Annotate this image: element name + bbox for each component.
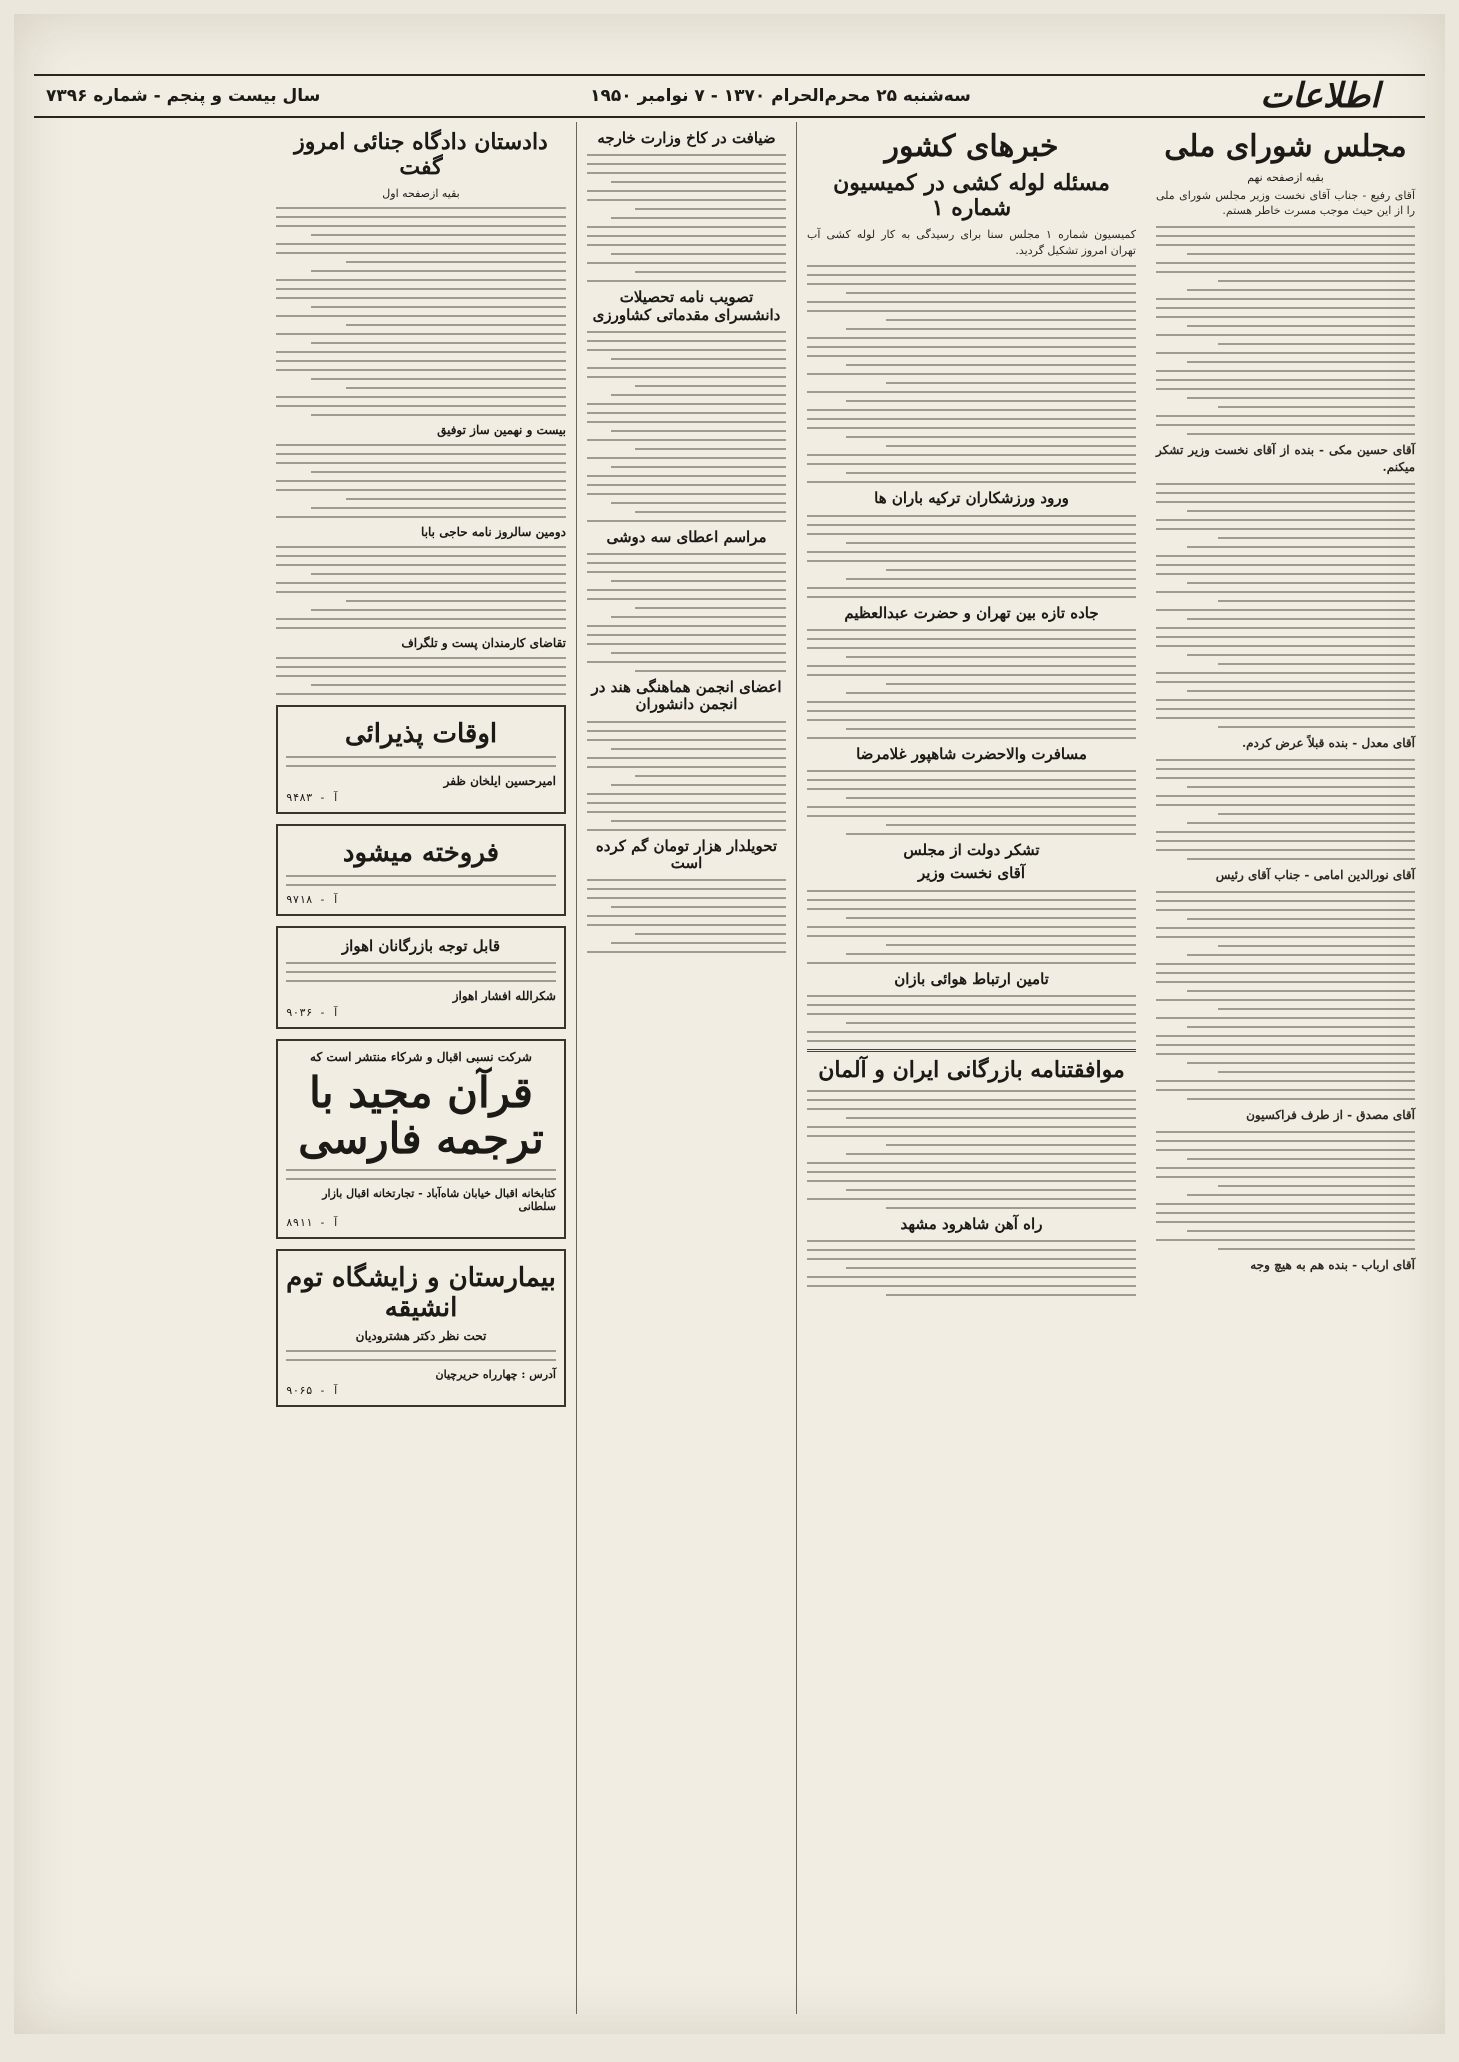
text-block <box>807 770 1136 835</box>
court-headline: دادستان دادگاه جنائی امروز گفت <box>294 129 548 181</box>
text-block <box>807 890 1136 964</box>
road-subhead: جاده تازه بین تهران و حضرت عبدالعظیم <box>844 603 1099 622</box>
text-block <box>1156 483 1415 728</box>
text-block <box>1156 759 1415 860</box>
columns <box>34 122 1425 2014</box>
text-block <box>286 1350 556 1361</box>
reception-hours-title: اوقات پذیرائی <box>344 718 498 749</box>
hospital-ad-title: بیمارستان و زایشگاه توم انشیقه <box>286 1263 556 1324</box>
ceremony-headline: مراسم اعطای سه دوشی <box>606 527 767 546</box>
text-block <box>807 1090 1136 1209</box>
text-block <box>286 756 556 767</box>
pipeline-subhead: مسئله لوله کشی در کمیسیون شماره ۱ <box>833 169 1110 221</box>
ahvaz-merchants-sig: شکرالله افشار اهواز <box>452 988 556 1003</box>
text-block <box>276 546 566 629</box>
column-country-news <box>796 122 1146 2014</box>
text-block <box>587 879 786 953</box>
quran-ad <box>276 1039 566 1239</box>
gov-thanks-subhead: تشکر دولت از مجلس <box>903 841 1040 860</box>
india-council-headline: اعضای انجمن هماهنگی هند در انجمن دانشوران <box>591 678 782 714</box>
hospital-ad-code: آ - ۹۰۶۵ <box>286 1384 339 1398</box>
text-block <box>1156 1131 1415 1250</box>
masthead <box>34 74 1425 118</box>
column-majlis <box>1146 122 1425 2014</box>
for-sale-ad <box>276 824 566 916</box>
text-block <box>807 629 1136 739</box>
trade-agreement-headline: موافقتنامه بازرگانی ایران و آلمان <box>818 1056 1125 1083</box>
reception-hours-sig: امیرحسین ایلخان ظفر <box>443 773 556 788</box>
text-block <box>807 995 1136 1042</box>
majlis-lead: آقای رفیع - جناب آقای نخست وزیر مجلس شورای ملی را از این حیث موجب مسرت خاطر هستم. <box>1156 188 1415 218</box>
ahvaz-merchants-code: آ - ۹۰۳۶ <box>286 1005 339 1019</box>
text-block <box>807 1240 1136 1296</box>
newspaper-page <box>14 14 1445 2034</box>
air-link-subhead: تامین ارتباط هوائی بازان <box>894 969 1049 988</box>
hajibaba-subhead: دومین سالروز نامه حاجی بابا <box>421 524 566 539</box>
text-block <box>587 331 786 522</box>
text-block <box>587 721 786 831</box>
reception-headline: ضیافت در کاخ وزارت خارجه <box>597 129 776 147</box>
newspaper-logo: اطلاعات <box>1260 76 1380 116</box>
text-block <box>276 207 566 416</box>
hospital-ad-foot: آدرس : چهارراه حریرچیان <box>435 1368 556 1382</box>
quran-ad-title: قرآن مجید با ترجمه فارسی <box>298 1067 544 1164</box>
text-block <box>1156 226 1415 435</box>
cashier-headline: تحویلدار هزار تومان گم کرده است <box>595 836 778 872</box>
reception-hours-ad <box>276 705 566 814</box>
athletes-subhead: ورود ورزشکاران ترکیه باران ها <box>874 489 1069 508</box>
quran-ad-top: شرکت نسبی اقبال و شرکاء منتشر است که <box>310 1049 532 1064</box>
prime-minister-subhead: آقای نخست وزیر <box>918 864 1025 883</box>
text-block <box>807 265 1136 483</box>
quran-ad-code: آ - ۸۹۱۱ <box>286 1216 339 1230</box>
column-ministry <box>576 122 796 2014</box>
majlis-signoff: آقای ارباب - بنده هم به هیچ وجه <box>1250 1257 1415 1272</box>
hospital-ad-sub: تحت نظر دکتر هشترودیان <box>355 1329 487 1344</box>
majlis-para-makki: آقای حسین مکی - بنده از آقای نخست وزیر تشکر میکنم. <box>1156 442 1415 474</box>
majlis-subhead: بقیه ازصفحه نهم <box>1247 170 1324 184</box>
prince-trip-subhead: مسافرت والاحضرت شاهپور غلامرضا <box>856 744 1087 763</box>
text-block <box>286 875 556 886</box>
post-workers-subhead: تقاضای کارمندان پست و تلگراف <box>401 635 566 650</box>
text-block <box>807 515 1136 598</box>
text-block <box>286 962 556 982</box>
issue-date: سه‌شنبه ۲۵ محرم‌الحرام ۱۳۷۰ - ۷ نوامبر ۱۹۵۰ <box>590 86 971 106</box>
text-block <box>276 444 566 518</box>
agri-school-headline: تصویب نامه تحصیلات دانشسرای مقدماتی کشاورزی <box>592 288 781 324</box>
text-block <box>587 553 786 672</box>
quran-ad-foot: کتابخانه اقبال خیابان شاه‌آباد - تجارتخانه اقبال بازار سلطانی <box>322 1187 556 1214</box>
for-sale-code: آ - ۹۷۱۸ <box>286 892 339 906</box>
for-sale-title: فروخته میشود <box>342 837 500 868</box>
majlis-para-moadel: آقای معدل - بنده قبلاً عرض کردم. <box>1241 735 1415 750</box>
tofigh-subhead: بیست و نهمین ساز توفیق <box>437 422 566 437</box>
railway-subhead: راه آهن شاهرود مشهد <box>900 1215 1043 1234</box>
text-block <box>587 154 786 282</box>
country-news-headline: خبرهای کشور <box>884 129 1059 164</box>
majlis-para-emami: آقای نورالدین امامی - جناب آقای رئیس <box>1215 867 1415 882</box>
text-block <box>276 657 566 695</box>
hospital-ad <box>276 1249 566 1407</box>
issue-number: سال بیست و پنجم - شماره ۷۳۹۶ <box>46 86 321 106</box>
text-block <box>1156 891 1415 1100</box>
court-subhead: بقیه ازصفحه اول <box>382 186 460 200</box>
majlis-para-mosaddegh: آقای مصدق - از طرف فراکسیون <box>1246 1107 1415 1122</box>
ahvaz-merchants-ad <box>276 926 566 1029</box>
pipeline-lead: کمیسیون شماره ۱ مجلس سنا برای رسیدگی به کار لوله کشی آب تهران امروز تشکیل گردید. <box>807 228 1136 257</box>
majlis-headline: مجلس شورای ملی <box>1164 129 1407 164</box>
reception-hours-code: آ - ۹۴۸۳ <box>286 790 339 804</box>
divider <box>807 1049 1136 1052</box>
text-block <box>286 1169 556 1180</box>
column-court-ads <box>266 122 576 2014</box>
ahvaz-merchants-title: قابل توجه بازرگانان اهواز <box>341 936 501 955</box>
